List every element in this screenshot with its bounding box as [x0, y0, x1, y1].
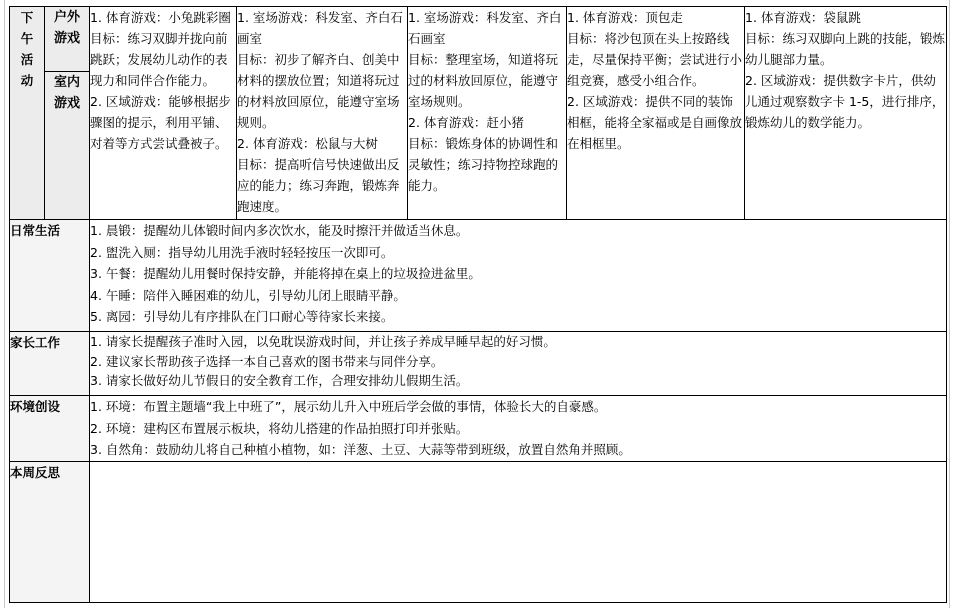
list-item: 3. 自然角：鼓励幼儿将自己种植小植物，如：洋葱、土豆、大蒜等带到班级，放置自然角并照顾。 [90, 442, 631, 457]
activity-line: 2. 体育游戏：松鼠与大树 [237, 136, 378, 151]
activity-line: 1. 室场游戏：科发室、齐白石画室 [237, 10, 403, 46]
outdoor-game-label [45, 7, 90, 72]
afternoon-day-4 [567, 7, 745, 220]
activity-line: 目标：提高听信号快速做出反应的能力；练习奔跑，锻炼奔跑速度。 [237, 157, 400, 214]
list-item: 3. 午餐：提醒幼儿用餐时保持安静，并能将掉在桌上的垃圾捡进盆里。 [90, 266, 481, 281]
list-item: 2. 建议家长帮助孩子选择一本自己喜欢的图书带来与同伴分享。 [90, 353, 444, 369]
activity-line: 目标：初步了解齐白、创美中材料的摆放位置；知道将玩过的材料放回原位，能遵守室场规则。 [237, 52, 400, 130]
afternoon-activity-header [10, 7, 45, 220]
header-char: 动 [20, 73, 34, 88]
indoor-label-line: 游戏 [53, 96, 80, 111]
weekly-reflection-label: 本周反思 [10, 461, 90, 602]
list-item: 2. 盥洗入厕：指导幼儿用洗手液时轻轻按压一次即可。 [90, 244, 394, 260]
daily-life-content [90, 220, 947, 332]
activity-line: 2. 区域游戏：能够根据步骤图的提示，利用平铺、对着等方式尝试叠被子。 [90, 94, 231, 151]
afternoon-day-2 [237, 7, 408, 220]
afternoon-row-outdoor [10, 7, 947, 72]
environment-row [10, 396, 947, 462]
weekly-plan-table [9, 6, 947, 603]
environment-label: 环境创设 [10, 396, 90, 462]
indoor-label-line: 室内 [53, 75, 80, 90]
header-char: 午 [20, 31, 34, 46]
activity-line: 1. 体育游戏：小兔跳彩圈 [90, 10, 231, 25]
weekly-reflection-content[interactable] [90, 461, 947, 602]
list-item: 3. 请家长做好幼儿节假日的安全教育工作，合理安排幼儿假期生活。 [90, 373, 469, 388]
activity-line: 1. 室场游戏：科发室、齐白石画室 [408, 10, 562, 46]
activity-line: 目标：练习双脚并拢向前跳跃；发展幼儿动作的表现力和同伴合作能力。 [90, 31, 228, 88]
activity-line: 1. 体育游戏：袋鼠跳 [745, 10, 861, 25]
activity-line: 2. 区域游戏：提供不同的装饰相框，能将全家福或是自画像放在相框里。 [567, 94, 743, 151]
afternoon-day-1 [90, 7, 237, 220]
afternoon-day-5 [745, 7, 947, 220]
weekly-reflection-row [10, 461, 947, 602]
outdoor-label-line: 户外 [53, 10, 80, 25]
activity-line: 目标：整理室场，知道将玩过的材料放回原位，能遵守室场规则。 [408, 52, 559, 109]
list-item: 2. 环境：建构区布置展示板块，将幼儿搭建的作品拍照打印并张贴。 [90, 420, 469, 436]
sheet-left-edge [4, 0, 5, 608]
activity-line: 目标：将沙包顶在头上按路线走，尽量保持平衡；尝试进行小组竞赛，感受小组合作。 [567, 31, 743, 88]
sheet-right-edge [949, 0, 950, 608]
parent-work-row [10, 332, 947, 396]
activity-line: 1. 体育游戏：顶包走 [567, 10, 683, 25]
header-char: 下 [20, 10, 34, 25]
indoor-game-label [45, 72, 90, 220]
activity-line: 目标：练习双脚向上跳的技能，锻炼幼儿腿部力量。 [745, 31, 946, 67]
list-item: 1. 晨锻：提醒幼儿体锻时间内多次饮水，能及时擦汗并做适当休息。 [90, 223, 469, 238]
daily-life-row [10, 220, 947, 332]
outdoor-label-line: 游戏 [53, 31, 80, 46]
afternoon-day-3 [408, 7, 567, 220]
list-item: 4. 午睡：陪伴入睡困难的幼儿，引导幼儿闭上眼睛平静。 [90, 287, 406, 303]
header-char: 活 [20, 52, 34, 67]
daily-life-label: 日常生活 [10, 220, 90, 332]
activity-line: 2. 区域游戏：提供数字卡片，供幼儿通过观察数字卡 1-5，进行排序，锻炼幼儿的数学能力。 [745, 73, 945, 130]
activity-line: 2. 体育游戏：赶小猪 [408, 115, 524, 130]
parent-work-content [90, 332, 947, 396]
parent-work-label: 家长工作 [10, 332, 90, 396]
environment-content [90, 396, 947, 462]
list-item: 5. 离园：引导幼儿有序排队在门口耐心等待家长来接。 [90, 309, 394, 324]
activity-line: 目标：锻炼身体的协调性和灵敏性；练习持物控球跑的能力。 [408, 136, 559, 193]
list-item: 1. 环境：布置主题墙“我上中班了”，展示幼儿升入中班后学会做的事情，体验长大的自豪感。 [90, 399, 607, 414]
list-item: 1. 请家长提醒孩子准时入园，以免耽误游戏时间，并让孩子养成早睡早起的好习惯。 [90, 334, 556, 349]
